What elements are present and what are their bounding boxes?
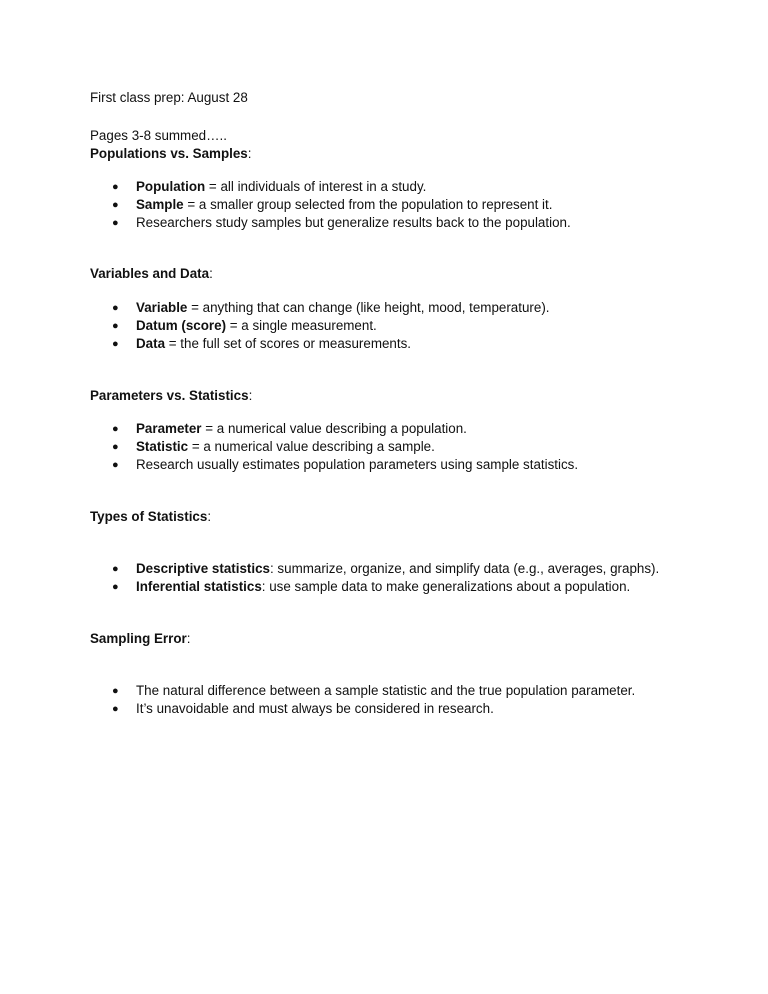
bullet-icon: ● bbox=[112, 685, 119, 697]
term-label: Parameter bbox=[136, 421, 202, 436]
bullet-icon: ● bbox=[112, 338, 119, 350]
bullet-icon: ● bbox=[112, 217, 119, 229]
bullet-icon: ● bbox=[112, 320, 119, 332]
term-definition: : use sample data to make generalizations about a population. bbox=[261, 579, 631, 594]
bullet-icon: ● bbox=[112, 181, 119, 193]
pages-summary-line: Pages 3-8 summed….. bbox=[90, 128, 227, 143]
term-label: Population bbox=[136, 179, 206, 194]
term-definition: = anything that can change (like height, mood, temperature). bbox=[187, 300, 550, 315]
term-label: Sample bbox=[136, 197, 184, 212]
list-item-text: Research usually estimates population parameters using sample statistics. bbox=[136, 457, 579, 472]
section-heading-variables: Variables and Data: bbox=[90, 266, 213, 281]
list-item-text: It’s unavoidable and must always be considered in research. bbox=[136, 701, 494, 716]
bullet-icon: ● bbox=[112, 302, 119, 314]
section-heading-parameters: Parameters vs. Statistics: bbox=[90, 388, 253, 403]
term-label: Statistic bbox=[136, 439, 189, 454]
list-item-text: The natural difference between a sample statistic and the true population parameter. bbox=[136, 683, 636, 698]
term-definition: = the full set of scores or measurements. bbox=[165, 336, 412, 351]
bullet-icon: ● bbox=[112, 199, 119, 211]
section-heading-populations: Populations vs. Samples: bbox=[90, 146, 252, 161]
bullet-icon: ● bbox=[112, 581, 119, 593]
bullet-icon: ● bbox=[112, 441, 119, 453]
term-label: Variable bbox=[136, 300, 188, 315]
bullet-icon: ● bbox=[112, 703, 119, 715]
prep-date-line: First class prep: August 28 bbox=[90, 90, 248, 105]
term-definition: = a numerical value describing a sample. bbox=[188, 439, 435, 454]
term-definition: : summarize, organize, and simplify data (e.g., averages, graphs). bbox=[269, 561, 660, 576]
bullet-icon: ● bbox=[112, 423, 119, 435]
section-heading-types: Types of Statistics: bbox=[90, 509, 212, 524]
term-definition: = all individuals of interest in a study. bbox=[205, 179, 427, 194]
term-label: Inferential statistics bbox=[136, 579, 262, 594]
term-definition: = a smaller group selected from the population to represent it. bbox=[183, 197, 553, 212]
bullet-icon: ● bbox=[112, 563, 119, 575]
bullet-icon: ● bbox=[112, 459, 119, 471]
term-label: Data bbox=[136, 336, 166, 351]
list-item-text: Researchers study samples but generalize results back to the population. bbox=[136, 215, 571, 230]
term-label: Descriptive statistics bbox=[136, 561, 270, 576]
term-definition: = a single measurement. bbox=[226, 318, 377, 333]
term-definition: = a numerical value describing a population. bbox=[201, 421, 467, 436]
section-heading-sampling-error: Sampling Error: bbox=[90, 631, 191, 646]
term-label: Datum (score) bbox=[136, 318, 227, 333]
